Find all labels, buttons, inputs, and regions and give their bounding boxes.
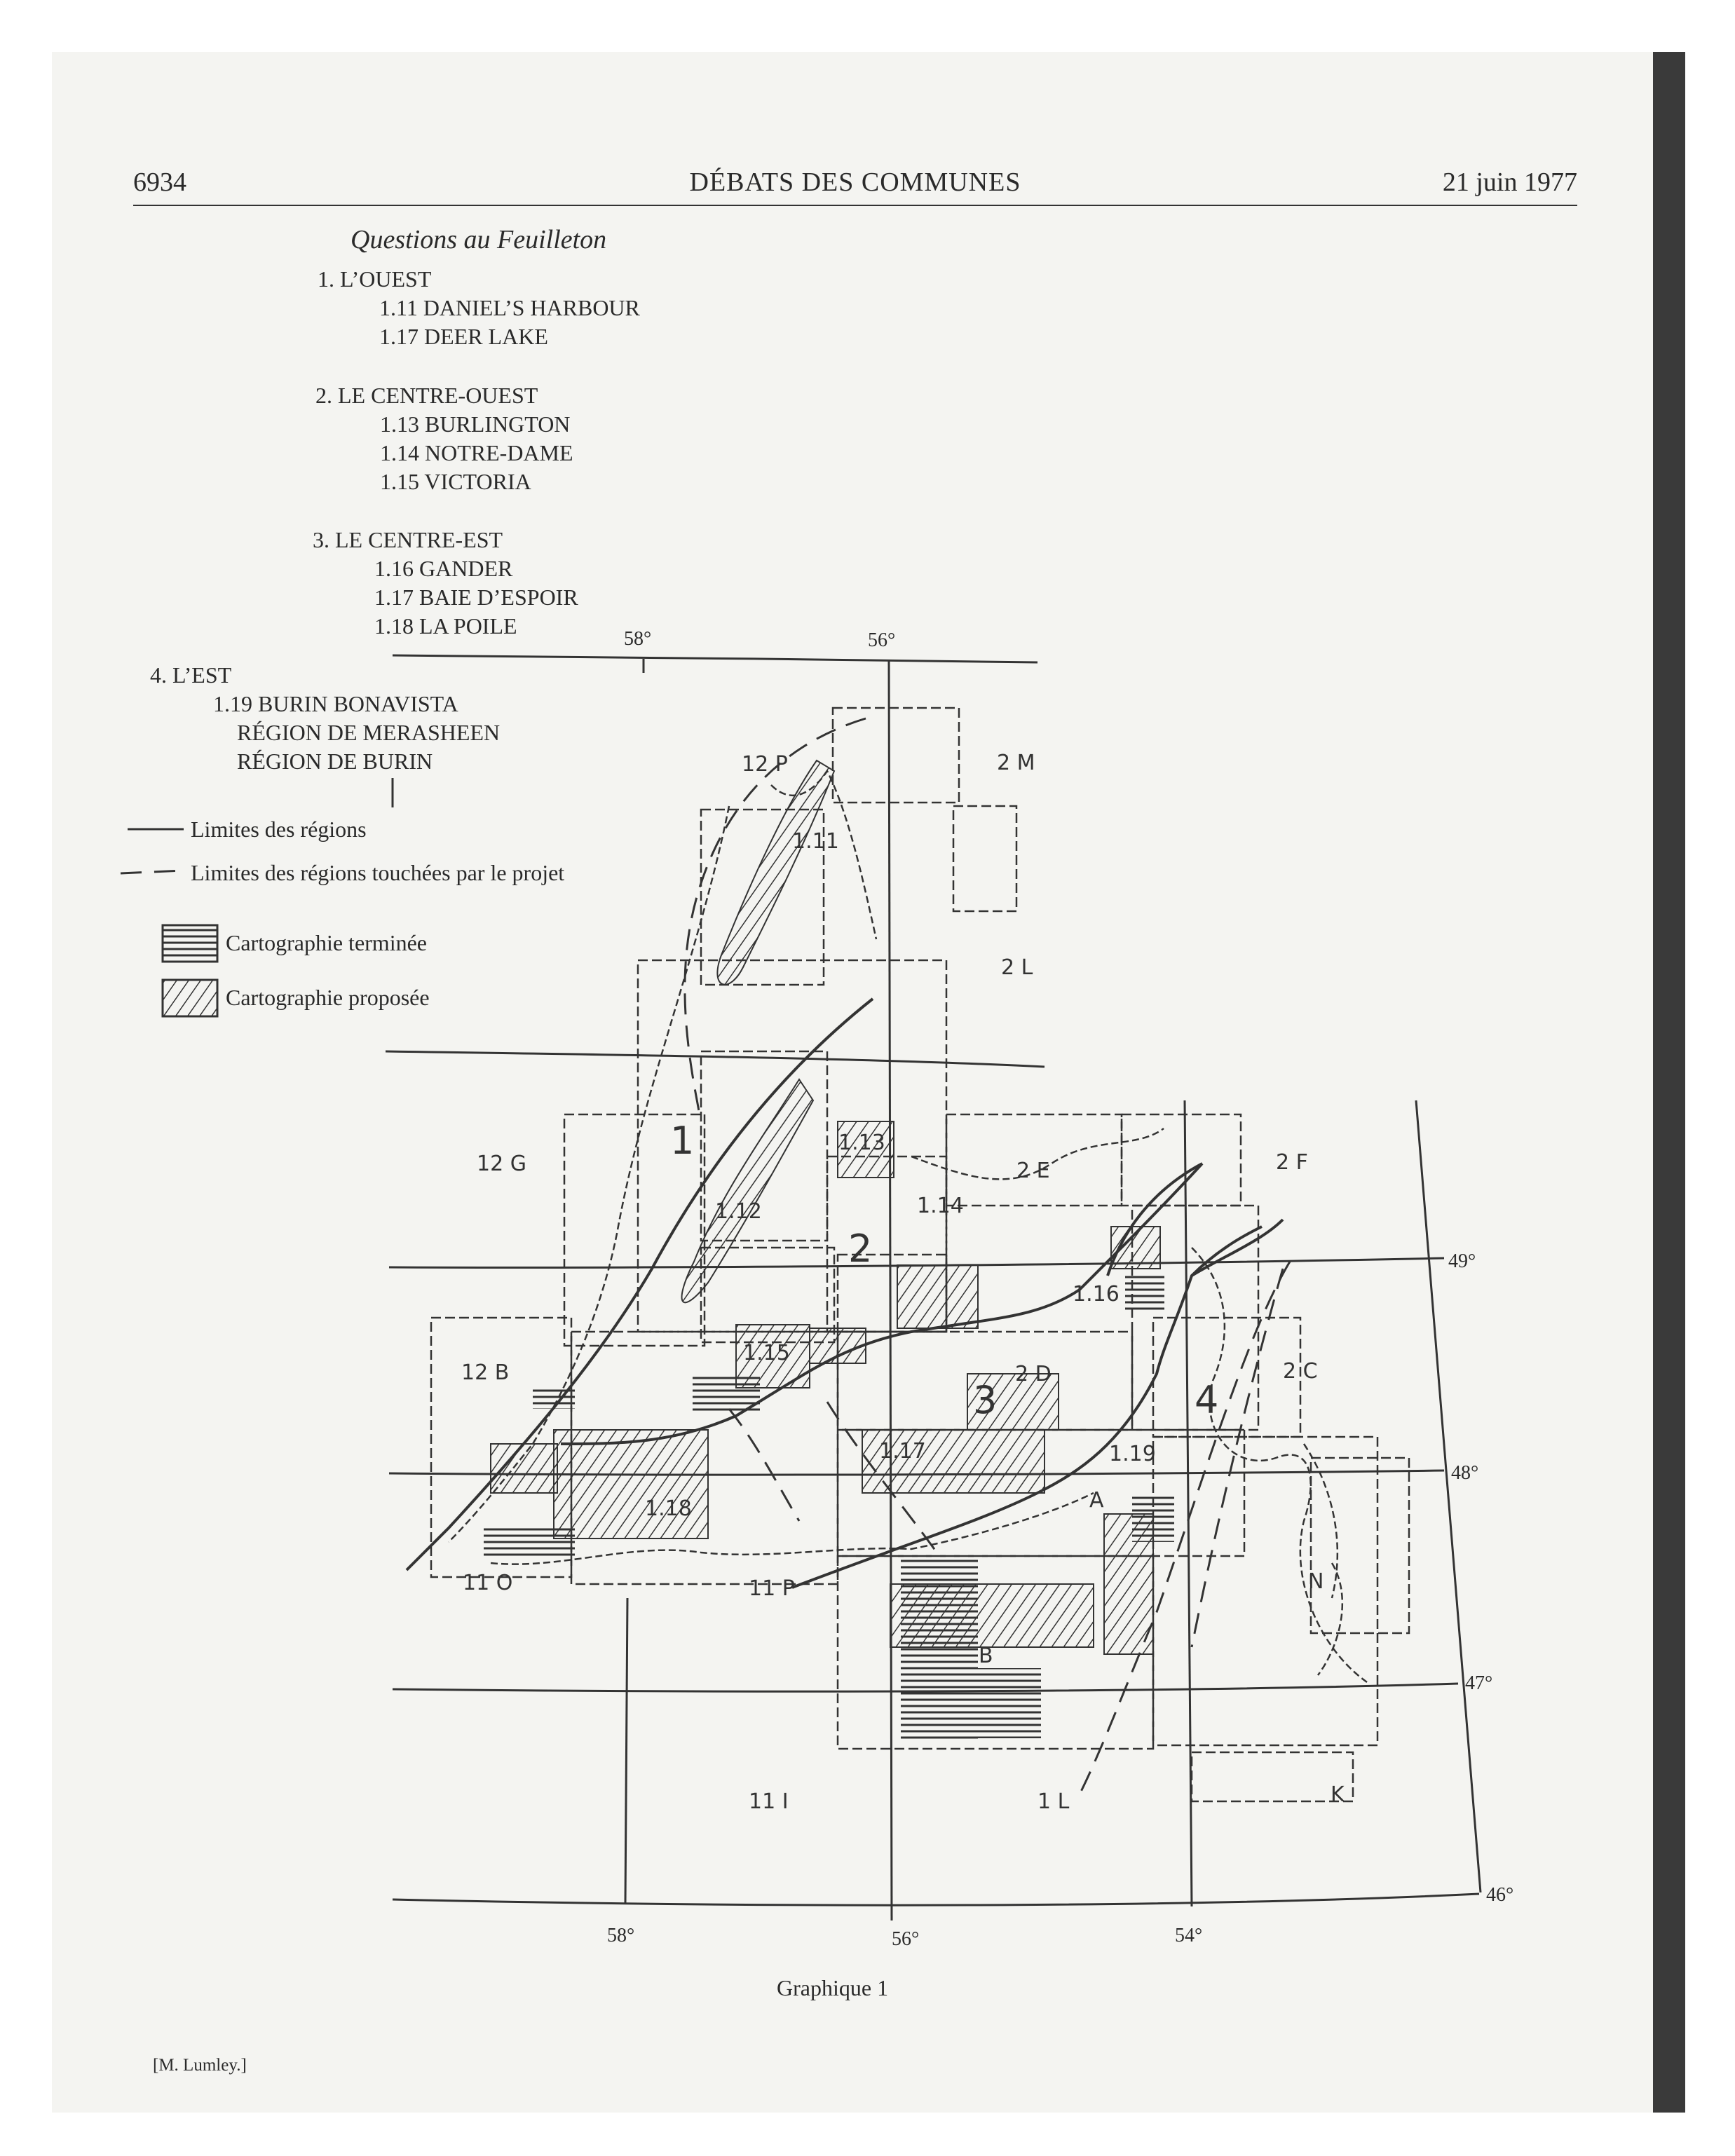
legend xyxy=(121,778,564,1016)
legend-proposed-label: Cartographie proposée xyxy=(226,985,430,1010)
region-item: RÉGION DE BURIN xyxy=(237,749,433,774)
proposed-mapping-areas xyxy=(491,760,1160,1654)
region-item: RÉGION DE MERASHEEN xyxy=(237,720,501,745)
sheet-label-2f: 2 F xyxy=(1276,1150,1308,1175)
latitude-46: 46° xyxy=(1486,1884,1514,1906)
degree-labels xyxy=(607,628,1513,1950)
sheet-label-a: A xyxy=(1089,1488,1104,1513)
region-number-4: 4 xyxy=(1195,1378,1219,1422)
region-heading: 3. LE CENTRE-EST xyxy=(313,527,503,552)
area-label-1-15: 1.15 xyxy=(743,1341,790,1365)
region-item: 1.17 BAIE D’ESPOIR xyxy=(374,585,578,610)
section-title: Questions au Feuilleton xyxy=(351,225,607,254)
latitude-49: 49° xyxy=(1448,1250,1476,1272)
sheet-label-2m: 2 M xyxy=(997,751,1035,775)
area-label-1-12: 1.12 xyxy=(715,1199,762,1224)
bottom-longitude-56: 56° xyxy=(892,1928,920,1950)
region-item: 1.17 DEER LAKE xyxy=(379,324,548,349)
area-label-1-16: 1.16 xyxy=(1073,1282,1120,1306)
author-attribution: [M. Lumley.] xyxy=(153,2056,247,2075)
sheet-label-2e: 2 E xyxy=(1016,1159,1050,1183)
sheet-label-b: B xyxy=(979,1644,993,1668)
sheet-label-12b: 12 B xyxy=(461,1360,510,1385)
region-number-2: 2 xyxy=(848,1227,873,1271)
area-label-1-14: 1.14 xyxy=(917,1194,964,1218)
legend-completed-label: Cartographie terminée xyxy=(226,930,427,955)
sheet-label-11p: 11 P xyxy=(749,1576,795,1601)
region-item: 1.14 NOTRE-DAME xyxy=(380,440,573,465)
sheet-label-n: N xyxy=(1308,1569,1324,1594)
sheet-label-11o: 11 O xyxy=(463,1571,513,1595)
region-item: 1.18 LA POILE xyxy=(374,613,517,639)
sheet-label-2l: 2 L xyxy=(1001,955,1033,980)
area-label-1-19: 1.19 xyxy=(1109,1442,1156,1466)
region-heading: 4. L’EST xyxy=(150,662,232,688)
legend-dashed-line-icon xyxy=(121,871,184,873)
area-labels xyxy=(645,829,1156,1521)
sheet-label-12g: 12 G xyxy=(477,1152,526,1176)
region-item: 1.11 DANIEL’S HARBOUR xyxy=(379,295,640,320)
figure-caption: Graphique 1 xyxy=(777,1975,889,2000)
area-label-1-13: 1.13 xyxy=(838,1131,885,1155)
legend-completed-swatch-icon xyxy=(163,925,217,962)
publication-date: 21 juin 1977 xyxy=(1442,168,1577,197)
sheet-label-11i: 11 I xyxy=(749,1789,789,1814)
sheet-label-1l: 1 L xyxy=(1037,1789,1070,1814)
bottom-longitude-54: 54° xyxy=(1175,1925,1203,1946)
sheet-label-2d: 2 D xyxy=(1015,1362,1052,1386)
area-label-1-18: 1.18 xyxy=(645,1496,692,1521)
legend-proposed-swatch-icon xyxy=(163,980,217,1016)
top-longitude-58: 58° xyxy=(624,628,652,650)
sheet-label-12p: 12 P xyxy=(742,752,788,777)
region-item: 1.15 VICTORIA xyxy=(380,469,531,494)
sheet-label-2c: 2 C xyxy=(1283,1359,1318,1384)
area-label-1-11: 1.11 xyxy=(792,829,839,854)
region-item: 1.13 BURLINGTON xyxy=(380,411,571,437)
region-heading: 1. L’OUEST xyxy=(318,266,432,292)
region-item: 1.16 GANDER xyxy=(374,556,513,581)
legend-dashed-label: Limites des régions touchées par le projet xyxy=(191,860,565,885)
latitude-48: 48° xyxy=(1451,1462,1479,1484)
area-label-1-17: 1.17 xyxy=(879,1439,926,1464)
journal-title: DÉBATS DES COMMUNES xyxy=(689,168,1021,197)
region-number-3: 3 xyxy=(973,1378,998,1422)
latitude-47: 47° xyxy=(1465,1672,1493,1694)
sheet-label-k: K xyxy=(1331,1782,1345,1807)
top-longitude-56: 56° xyxy=(868,629,896,651)
region-item: 1.19 BURIN BONAVISTA xyxy=(213,691,458,716)
legend-solid-label: Limites des régions xyxy=(191,817,367,842)
page-number: 6934 xyxy=(133,168,186,197)
region-number-1: 1 xyxy=(670,1119,695,1163)
bottom-longitude-58: 58° xyxy=(607,1925,635,1946)
region-heading: 2. LE CENTRE-OUEST xyxy=(315,383,538,408)
